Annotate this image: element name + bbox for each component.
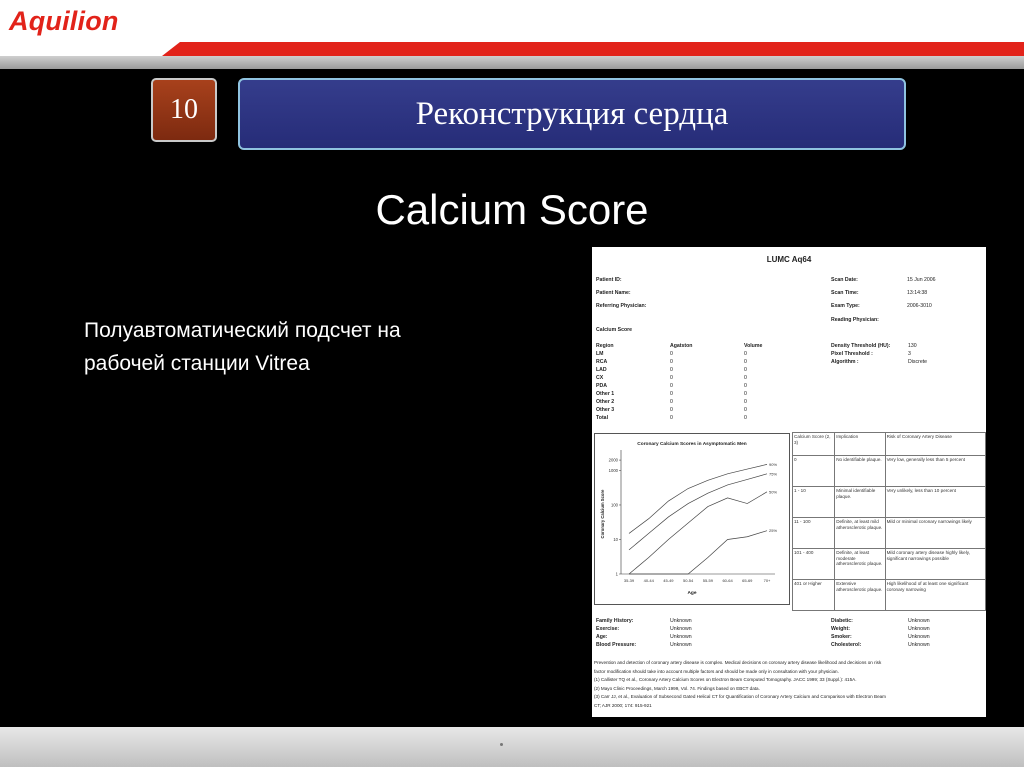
- brand-logo: Aquilion: [9, 6, 119, 36]
- volume-value: 0: [744, 375, 747, 381]
- y-tick-label: 10: [613, 536, 618, 542]
- risk-row: [793, 487, 986, 518]
- header-red-band: [180, 42, 1024, 56]
- risk-cell: Calcium Score (2, 3): [793, 433, 835, 456]
- x-tick-label: 35-39: [623, 578, 635, 583]
- region-name: LM: [596, 351, 604, 357]
- series-line: [629, 474, 767, 550]
- risk-cell: 0: [793, 456, 835, 487]
- history-label: Smoker:: [831, 634, 852, 640]
- history-value: Unknown: [908, 642, 930, 648]
- col-volume: Volume: [744, 343, 763, 349]
- region-name: Total: [596, 415, 609, 421]
- region-name: CX: [596, 375, 604, 381]
- risk-cell: No identifiable plaque.: [835, 456, 885, 487]
- x-tick-label: 65-69: [742, 578, 753, 583]
- scan-time-value: 13:14:38: [907, 290, 928, 296]
- exam-type-label: Exam Type:: [831, 303, 860, 309]
- x-axis-label: Age: [687, 591, 697, 596]
- risk-cell: 101 - 400: [793, 549, 835, 580]
- report-title: LUMC Aq64: [766, 255, 812, 264]
- scan-date-label: Scan Date:: [831, 277, 858, 283]
- agatston-value: 0: [670, 399, 673, 405]
- history-value: Unknown: [670, 642, 692, 648]
- footer-dot: [500, 743, 503, 746]
- slide-body-text: [84, 314, 554, 380]
- risk-cell: Implication: [835, 433, 885, 456]
- series-label: 75%: [769, 471, 778, 477]
- density-threshold-label: Density Threshold (HU):: [831, 343, 891, 349]
- volume-value: 0: [744, 407, 747, 413]
- series-line: [629, 464, 767, 533]
- algorithm-value: Discrete: [908, 359, 928, 365]
- agatston-value: 0: [670, 367, 673, 373]
- volume-value: 0: [744, 391, 747, 397]
- calcium-chart-frame: [594, 433, 790, 605]
- history-value: Unknown: [908, 626, 930, 632]
- agatston-value: 0: [670, 415, 673, 421]
- risk-cell: Minimal identifiable plaque.: [835, 487, 885, 518]
- risk-row: [793, 456, 986, 487]
- volume-value: 0: [744, 367, 747, 373]
- series-label: 50%: [769, 489, 778, 495]
- risk-row: [793, 549, 986, 580]
- region-name: LAD: [596, 367, 607, 373]
- volume-value: 0: [744, 399, 747, 405]
- risk-row: [793, 580, 986, 611]
- col-region: Region: [596, 343, 614, 349]
- chart-title: Coronary Calcium Scores in Asymptomatic Men: [637, 442, 747, 447]
- algorithm-label: Algorithm :: [831, 359, 859, 365]
- risk-cell: Very low, generally less than 5 percent: [885, 456, 985, 487]
- scan-time-label: Scan Time:: [831, 290, 859, 296]
- risk-cell: Risk of Coronary Artery Disease: [885, 433, 985, 456]
- calcium-report: [592, 247, 986, 717]
- agatston-value: 0: [670, 407, 673, 413]
- density-threshold-value: 130: [908, 343, 917, 349]
- volume-value: 0: [744, 359, 747, 365]
- volume-value: 0: [744, 415, 747, 421]
- series-label: 25%: [769, 528, 778, 534]
- history-label: Cholesterol:: [831, 642, 862, 648]
- x-tick-label: 40-44: [643, 578, 654, 583]
- history-label: Weight:: [831, 626, 850, 632]
- footnote-line: Prevention and detection of coronary artery disease is complex. Medical decisions on coronary artery disease likelihood and decisions on risk: [594, 660, 882, 665]
- risk-table: [792, 432, 986, 611]
- risk-cell: Very unlikely, less than 10 percent: [885, 487, 985, 518]
- x-tick-label: 70+: [763, 578, 771, 583]
- footnote-line: CT; AJR 2000; 174: 915-921: [594, 702, 652, 708]
- history-label: Diabetic:: [831, 618, 853, 624]
- y-axis-label: Coronary Calcium Score: [600, 489, 605, 539]
- risk-cell: Definite, at least mild atherosclerotic plaque.: [835, 518, 885, 549]
- risk-cell: 1 - 10: [793, 487, 835, 518]
- risk-cell: Extensive atherosclerotic plaque.: [835, 580, 885, 611]
- x-tick-label: 60-64: [722, 578, 733, 583]
- y-tick-label: 2000: [608, 457, 618, 463]
- history-value: Unknown: [908, 634, 930, 640]
- x-tick-label: 55-59: [702, 578, 713, 583]
- footer-bar: [0, 727, 1024, 767]
- agatston-value: 0: [670, 375, 673, 381]
- agatston-value: 0: [670, 351, 673, 357]
- agatston-value: 0: [670, 383, 673, 389]
- series-line: [629, 531, 767, 574]
- x-tick-label: 50-54: [683, 578, 694, 583]
- patient-name-label: Patient Name:: [596, 290, 631, 296]
- risk-cell: Mild or minimal coronary narrowings likely: [885, 518, 985, 549]
- risk-row: [793, 433, 986, 456]
- region-name: Other 3: [596, 407, 615, 413]
- exam-type-value: 2006-3010: [907, 303, 932, 309]
- history-label: Age:: [596, 634, 608, 640]
- risk-cell: 401 or Higher: [793, 580, 835, 611]
- patient-id-label: Patient ID:: [596, 277, 622, 283]
- history-value: Unknown: [670, 618, 692, 624]
- region-name: Other 2: [596, 399, 615, 405]
- slide-number: 10: [151, 78, 217, 142]
- body-line-2: рабочей станции Vitrea: [84, 352, 310, 375]
- y-tick-label: 1000: [608, 467, 618, 473]
- referring-physician-label: Referring Physician:: [596, 303, 647, 309]
- pixel-threshold-value: 3: [908, 351, 911, 357]
- footnote-line: (3) Carr JJ, et al., Evaluation of Subsecond Gated Helical CT for Quantification of Coronary Artery Calcium and Comparison with Electron Beam: [594, 694, 887, 699]
- pixel-threshold-label: Pixel Threshold :: [831, 351, 873, 357]
- series-label: 90%: [769, 461, 778, 467]
- footnote-line: (1) Callister TQ et al., Coronary Artery Calcium Scores on Electron Beam Computed Tomography. JACC 1999; 33 (Suppl.): 415A.: [594, 677, 857, 682]
- calcium-score-heading: Calcium Score: [596, 327, 633, 333]
- scan-date-value: 15 Jun 2006: [907, 277, 936, 283]
- agatston-value: 0: [670, 359, 673, 365]
- col-agatston: Agatston: [670, 343, 693, 349]
- history-value: Unknown: [670, 626, 692, 632]
- history-label: Exercise:: [596, 626, 620, 632]
- y-tick-label: 100: [611, 502, 618, 508]
- calcium-chart: [595, 434, 789, 604]
- history-value: Unknown: [670, 634, 692, 640]
- body-line-1: Полуавтоматический подсчет на: [84, 319, 401, 342]
- top-bar: [0, 0, 1024, 69]
- risk-cell: High likelihood of at least one significant coronary narrowing: [885, 580, 985, 611]
- history-label: Family History:: [596, 618, 634, 624]
- region-name: RCA: [596, 359, 608, 365]
- footnote-line: (2) Mayo Clinic Proceedings, March 1999, Vol. 74. Findings based on EBCT data.: [594, 685, 760, 691]
- slide-subtitle: Calcium Score: [375, 186, 649, 233]
- region-name: Other 1: [596, 391, 615, 397]
- x-tick-label: 45-49: [663, 578, 674, 583]
- y-tick-label: 1: [615, 571, 618, 577]
- header-gray-band: [0, 56, 1024, 69]
- risk-cell: Definite, at least moderate atherosclerotic plaque.: [835, 549, 885, 580]
- slide-title: Реконструкция сердца: [238, 78, 906, 150]
- volume-value: 0: [744, 383, 747, 389]
- risk-cell: 11 - 100: [793, 518, 835, 549]
- footnote-line: factor modification should take into account multiple factors and should be made only in consultation with your physician.: [594, 668, 839, 674]
- volume-value: 0: [744, 351, 747, 357]
- risk-cell: Mild coronary artery disease highly likely, significant narrowings possible: [885, 549, 985, 580]
- risk-row: [793, 518, 986, 549]
- region-name: PDA: [596, 383, 607, 389]
- agatston-value: 0: [670, 391, 673, 397]
- history-label: Blood Pressure:: [596, 642, 637, 648]
- reading-physician-label: Reading Physician:: [831, 317, 879, 323]
- history-value: Unknown: [908, 618, 930, 624]
